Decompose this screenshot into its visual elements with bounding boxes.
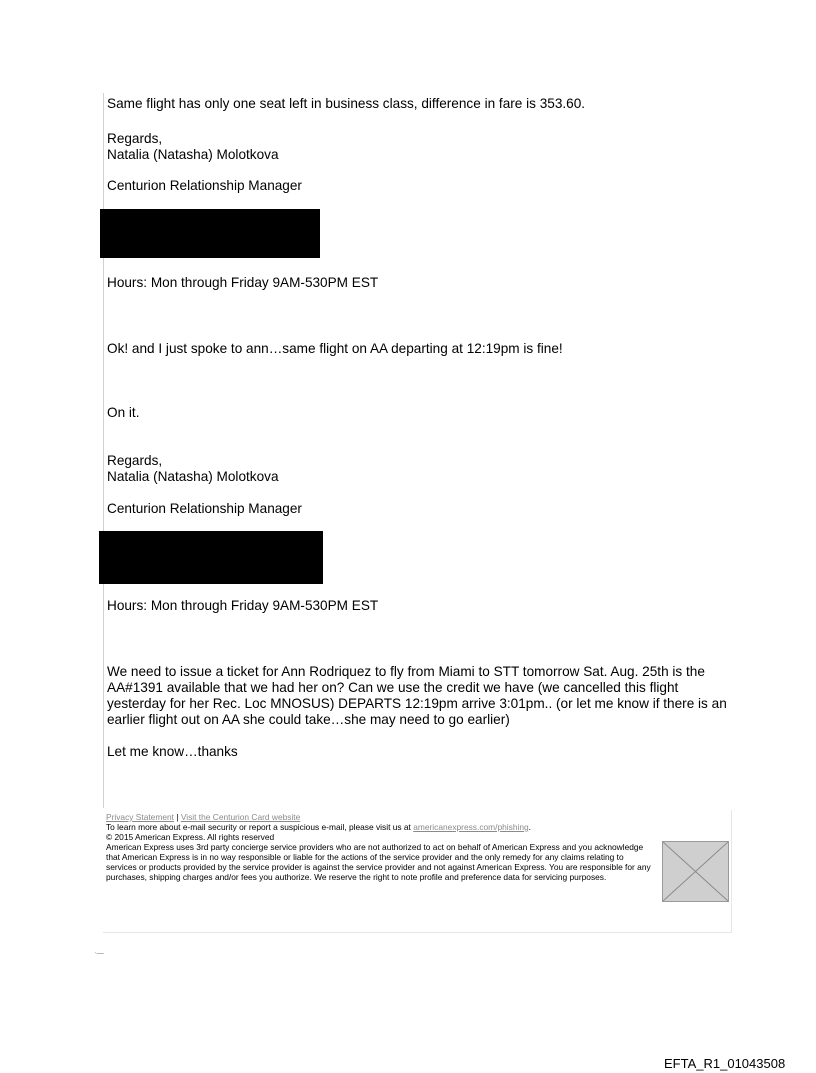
phishing-link[interactable]: americanexpress.com/phishing — [413, 822, 529, 832]
quote-border — [103, 93, 104, 808]
ticket-request-message: We need to issue a ticket for Ann Rodriquez to fly from Miami to STT tomorrow Sat. Aug. 25th is the AA#1391 available that we had her on? Can we use the credit we have (we cancelled this flight yesterday for her Rec. Loc MNOSUS) DEPARTS 12:19pm arrive 3:01pm.. (or let me know if there is an earlier flight out on AA she could take…she may need to go earlier) — [107, 664, 727, 727]
disclaimer-text: American Express uses 3rd party concierge service providers who are not authorized to act on behalf of American Express and you acknowledge that American Express is in no way responsible or liable for the actions of the service provider and the only remedy for any claims relating to services or products provided by the service provider is against the service provider and not against American Express. You are responsible for any purchases, shipping charges and/or fees you authorize. We reserve the right to note profile and preference data for servicing purposes. — [106, 842, 651, 882]
redaction-block-2 — [99, 531, 323, 584]
regards-text-2: Regards, — [107, 453, 163, 468]
sender-name-1: Natalia (Natasha) Molotkova — [107, 147, 279, 162]
security-notice-text: To learn more about e-mail security or report a suspicious e-mail, please visit us at — [106, 822, 411, 832]
let-me-know-text: Let me know…thanks — [107, 744, 238, 759]
footer-text-block — [106, 812, 654, 882]
hours-text-1: Hours: Mon through Friday 9AM-530PM EST — [107, 275, 379, 290]
privacy-statement-link[interactable]: Privacy Statement — [106, 812, 174, 822]
security-notice-period: . — [528, 822, 531, 832]
sender-title-2: Centurion Relationship Manager — [107, 501, 302, 516]
footer-link-separator: | — [176, 812, 179, 822]
security-notice — [106, 822, 654, 832]
fare-difference-text: Same flight has only one seat left in business class, difference in fare is 353.60. — [107, 96, 586, 111]
hours-text-2: Hours: Mon through Friday 9AM-530PM EST — [107, 598, 379, 613]
footer-links-row — [106, 812, 654, 822]
on-it-message: On it. — [107, 405, 140, 420]
document-id: EFTA_R1_01043508 — [664, 1056, 786, 1071]
ok-message: Ok! and I just spoke to ann…same flight on AA departing at 12:19pm is fine! — [107, 341, 563, 356]
copyright-text: © 2015 American Express. All rights reserved — [106, 832, 275, 842]
sender-title-1: Centurion Relationship Manager — [107, 178, 302, 193]
sender-name-2: Natalia (Natasha) Molotkova — [107, 469, 279, 484]
stray-mark: ˎ__ — [95, 948, 104, 954]
broken-image-placeholder-icon — [662, 841, 729, 902]
email-footer — [103, 810, 732, 933]
centurion-website-link[interactable]: Visit the Centurion Card website — [180, 812, 301, 822]
regards-text-1: Regards, — [107, 131, 163, 146]
redaction-block-1 — [100, 209, 320, 258]
